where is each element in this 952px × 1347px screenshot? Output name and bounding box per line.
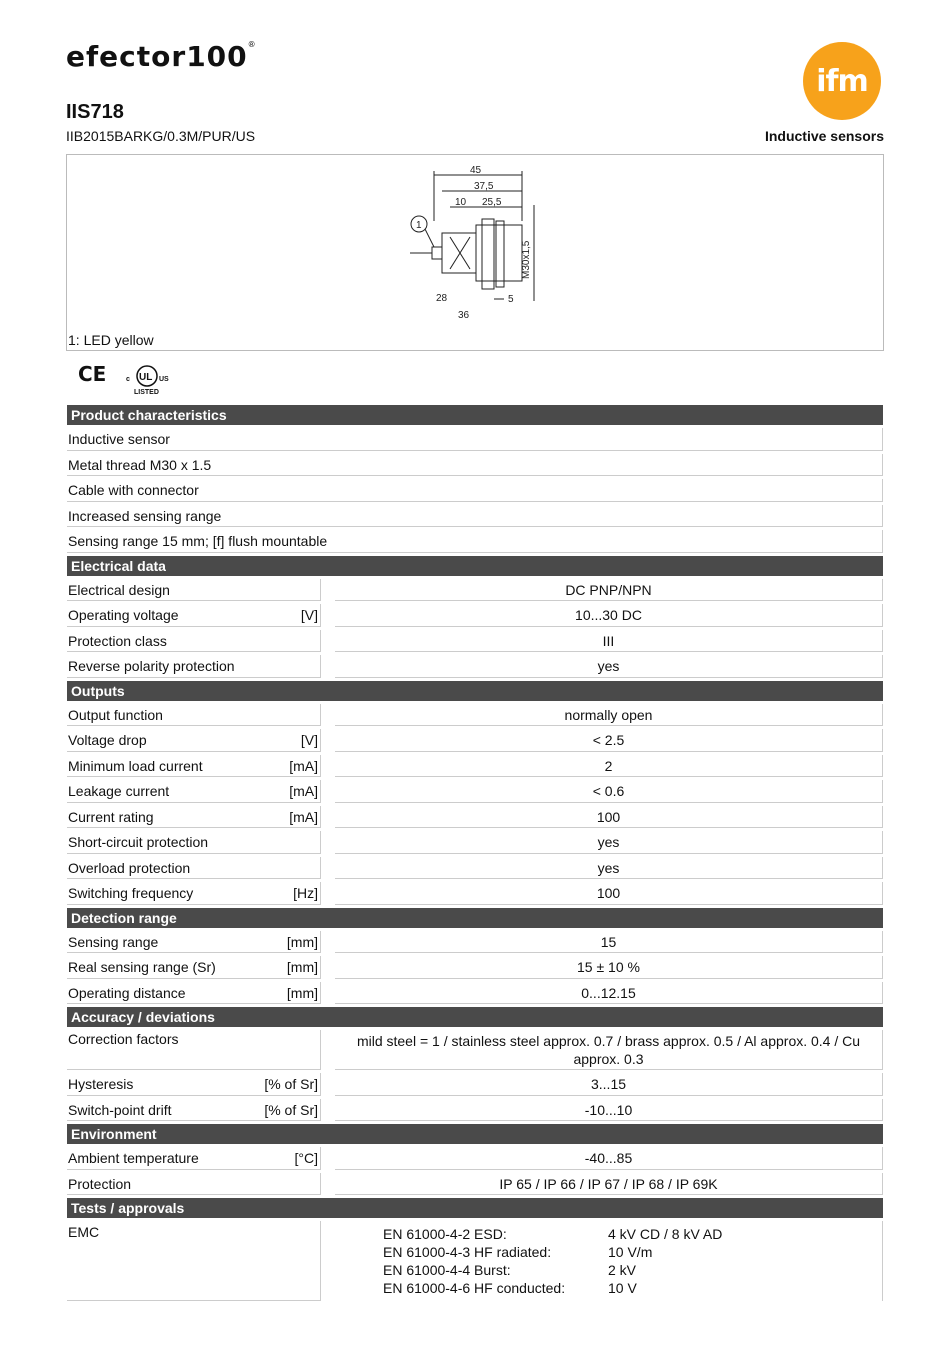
ifm-logo: ifm xyxy=(803,42,881,120)
spec-label-cell xyxy=(67,956,321,979)
spec-unit: [mA] xyxy=(289,783,318,799)
spec-row xyxy=(67,1147,883,1170)
spec-label: Minimum load current xyxy=(68,757,203,774)
svg-text:US: US xyxy=(159,376,169,383)
spec-unit: [°C] xyxy=(294,1150,318,1166)
spec-label: Electrical design xyxy=(68,581,170,598)
spec-row xyxy=(67,931,883,954)
spec-label-cell xyxy=(67,479,883,502)
section-header: Accuracy / deviations xyxy=(67,1007,883,1027)
spec-unit: [mA] xyxy=(289,757,318,774)
spec-label-cell xyxy=(67,982,321,1005)
spec-row xyxy=(67,882,883,905)
spec-label-cell xyxy=(67,704,321,727)
emc-test xyxy=(383,1243,882,1261)
section-header: Environment xyxy=(67,1124,883,1144)
spec-row xyxy=(67,604,883,627)
spec-label: Current rating xyxy=(68,808,154,825)
spec-row xyxy=(67,479,883,502)
spec-value: yes xyxy=(335,857,883,880)
spec-row xyxy=(67,806,883,829)
spec-label: Leakage current xyxy=(68,783,170,799)
spec-unit: [mA] xyxy=(289,808,318,825)
spec-value: mild steel = 1 / stainless steel approx. 0.7 / brass approx. 0.5 / Al approx. 0.4 / Cu approx. 0.3 xyxy=(335,1030,883,1070)
spec-row xyxy=(67,755,883,778)
spec-row xyxy=(67,454,883,477)
spec-row xyxy=(67,956,883,979)
spec-label-cell xyxy=(67,806,321,829)
spec-label-cell xyxy=(67,729,321,752)
spec-row xyxy=(67,428,883,451)
spec-label-cell xyxy=(67,1099,321,1122)
spec-unit: [mm] xyxy=(286,933,318,950)
spec-label-cell xyxy=(67,630,321,653)
spec-label: Hysteresis xyxy=(68,1076,134,1092)
spec-label: Reverse polarity protection xyxy=(68,658,235,674)
emc-test xyxy=(383,1261,882,1279)
spec-row xyxy=(67,780,883,803)
spec-row xyxy=(67,1173,883,1196)
spec-unit: [Hz] xyxy=(293,885,318,901)
spec-unit: [% of Sr] xyxy=(264,1076,318,1092)
section-header: Tests / approvals xyxy=(67,1198,883,1218)
spec-unit: [V] xyxy=(300,732,318,748)
spec-label-cell xyxy=(67,831,321,854)
section-header: Product characteristics xyxy=(67,405,883,425)
emc-test-level: 10 V/m xyxy=(608,1244,653,1260)
spec-value: DC PNP/NPN xyxy=(335,579,883,602)
svg-text:UL: UL xyxy=(139,372,153,383)
spec-label-cell xyxy=(67,1173,321,1196)
spec-label-cell xyxy=(67,505,883,528)
spec-row xyxy=(67,505,883,528)
spec-unit: [mm] xyxy=(286,959,318,975)
spec-label: Output function xyxy=(68,706,163,723)
emc-test xyxy=(383,1225,882,1243)
spec-value: -40...85 xyxy=(335,1147,883,1170)
spec-value: yes xyxy=(335,831,883,854)
spec-label-cell xyxy=(67,579,321,602)
ul-listed-mark xyxy=(122,362,172,396)
spec-label: EMC xyxy=(68,1224,100,1240)
dim-25-5: 25,5 xyxy=(482,197,502,208)
emc-test-name: EN 61000-4-3 HF radiated: xyxy=(383,1244,552,1260)
emc-test-level: 4 kV CD / 8 kV AD xyxy=(608,1226,723,1242)
spec-value: 0...12.15 xyxy=(335,982,883,1005)
spec-label-cell xyxy=(67,882,321,905)
spec-unit: [% of Sr] xyxy=(264,1101,318,1118)
section-header: Electrical data xyxy=(67,556,883,576)
ce-mark: CE xyxy=(78,362,107,386)
spec-row xyxy=(67,704,883,727)
spec-row xyxy=(67,655,883,678)
spec-row xyxy=(67,857,883,880)
dim-28: 28 xyxy=(436,293,448,304)
spec-label-cell xyxy=(67,1221,321,1301)
spec-label: Operating distance xyxy=(68,984,186,1001)
spec-row xyxy=(67,1221,883,1301)
dimension-drawing xyxy=(66,154,884,351)
spec-label: Operating voltage xyxy=(68,607,179,623)
spec-label-cell xyxy=(67,655,321,678)
spec-value: III xyxy=(335,630,883,653)
spec-value: 100 xyxy=(335,806,883,829)
spec-row xyxy=(67,579,883,602)
spec-row xyxy=(67,1030,883,1070)
emc-test xyxy=(383,1279,882,1297)
spec-row xyxy=(67,982,883,1005)
spec-row xyxy=(67,530,883,553)
dim-45: 45 xyxy=(470,165,482,176)
dim-10: 10 xyxy=(455,197,467,208)
spec-label: Short-circuit protection xyxy=(68,834,209,850)
drawing-legend: 1: LED yellow xyxy=(68,332,154,348)
emc-test-name: EN 61000-4-4 Burst: xyxy=(383,1262,511,1278)
product-category: Inductive sensors xyxy=(764,128,884,144)
dim-thread: M30x1,5 xyxy=(521,240,532,279)
spec-value: 100 xyxy=(335,882,883,905)
emc-test-level: 10 V xyxy=(608,1280,637,1296)
spec-row xyxy=(67,831,883,854)
spec-label-cell xyxy=(67,1073,321,1096)
spec-value: 15 ± 10 % xyxy=(335,956,883,979)
spec-label: Inductive sensor xyxy=(68,431,170,447)
spec-label: Voltage drop xyxy=(68,732,147,748)
spec-row xyxy=(67,630,883,653)
sensor-drawing xyxy=(404,161,554,326)
spec-label: Cable with connector xyxy=(68,482,199,498)
spec-label: Real sensing range (Sr) xyxy=(68,959,216,975)
product-designation: IIB2015BARKG/0.3M/PUR/US xyxy=(66,128,256,144)
emc-test-name: EN 61000-4-6 HF conducted: xyxy=(383,1280,566,1296)
spec-label-cell xyxy=(67,428,883,451)
spec-label-cell xyxy=(67,454,883,477)
spec-label: Increased sensing range xyxy=(68,507,222,524)
spec-label: Protection xyxy=(68,1175,132,1192)
spec-label-cell xyxy=(67,780,321,803)
spec-value: < 2.5 xyxy=(335,729,883,752)
spec-label-cell xyxy=(67,1030,321,1070)
dim-36: 36 xyxy=(458,310,470,321)
spec-label-cell xyxy=(67,604,321,627)
spec-label-cell xyxy=(67,755,321,778)
spec-label: Correction factors xyxy=(68,1031,179,1047)
spec-row xyxy=(67,1073,883,1096)
svg-text:c: c xyxy=(126,376,130,383)
spec-label: Sensing range 15 mm; [f] flush mountable xyxy=(68,533,328,549)
spec-unit: [V] xyxy=(300,607,318,623)
spec-value: IP 65 / IP 66 / IP 67 / IP 68 / IP 69K xyxy=(335,1173,883,1196)
spec-value: normally open xyxy=(335,704,883,727)
brand-wordmark: efector100® xyxy=(66,40,257,73)
spec-value: 3...15 xyxy=(335,1073,883,1096)
spec-label: Ambient temperature xyxy=(68,1150,199,1166)
svg-text:LISTED: LISTED xyxy=(134,389,159,396)
spec-value: -10...10 xyxy=(335,1099,883,1122)
section-header: Detection range xyxy=(67,908,883,928)
callout-1: 1 xyxy=(416,220,422,231)
spec-label: Metal thread M30 x 1.5 xyxy=(68,456,212,473)
emc-test-level: 2 kV xyxy=(608,1262,637,1278)
spec-row xyxy=(67,729,883,752)
spec-label: Switch-point drift xyxy=(68,1101,172,1118)
spec-label: Sensing range xyxy=(68,933,159,950)
spec-value: 2 xyxy=(335,755,883,778)
spec-label-cell xyxy=(67,1147,321,1170)
spec-value: 10...30 DC xyxy=(335,604,883,627)
product-code: IIS718 xyxy=(66,101,124,123)
spec-value: yes xyxy=(335,655,883,678)
spec-label: Overload protection xyxy=(68,859,191,876)
spec-value xyxy=(335,1221,883,1301)
spec-label-cell xyxy=(67,931,321,954)
dim-37-5: 37,5 xyxy=(474,181,494,192)
section-header: Outputs xyxy=(67,681,883,701)
spec-unit: [mm] xyxy=(286,984,318,1001)
spec-row xyxy=(67,1099,883,1122)
emc-test-name: EN 61000-4-2 ESD: xyxy=(383,1226,507,1242)
spec-label-cell xyxy=(67,530,883,553)
spec-value: < 0.6 xyxy=(335,780,883,803)
dim-5: 5 xyxy=(508,294,514,305)
spec-value: 15 xyxy=(335,931,883,954)
spec-label-cell xyxy=(67,857,321,880)
spec-label: Protection class xyxy=(68,632,167,649)
specification-table xyxy=(67,402,883,1301)
spec-label: Switching frequency xyxy=(68,885,194,901)
